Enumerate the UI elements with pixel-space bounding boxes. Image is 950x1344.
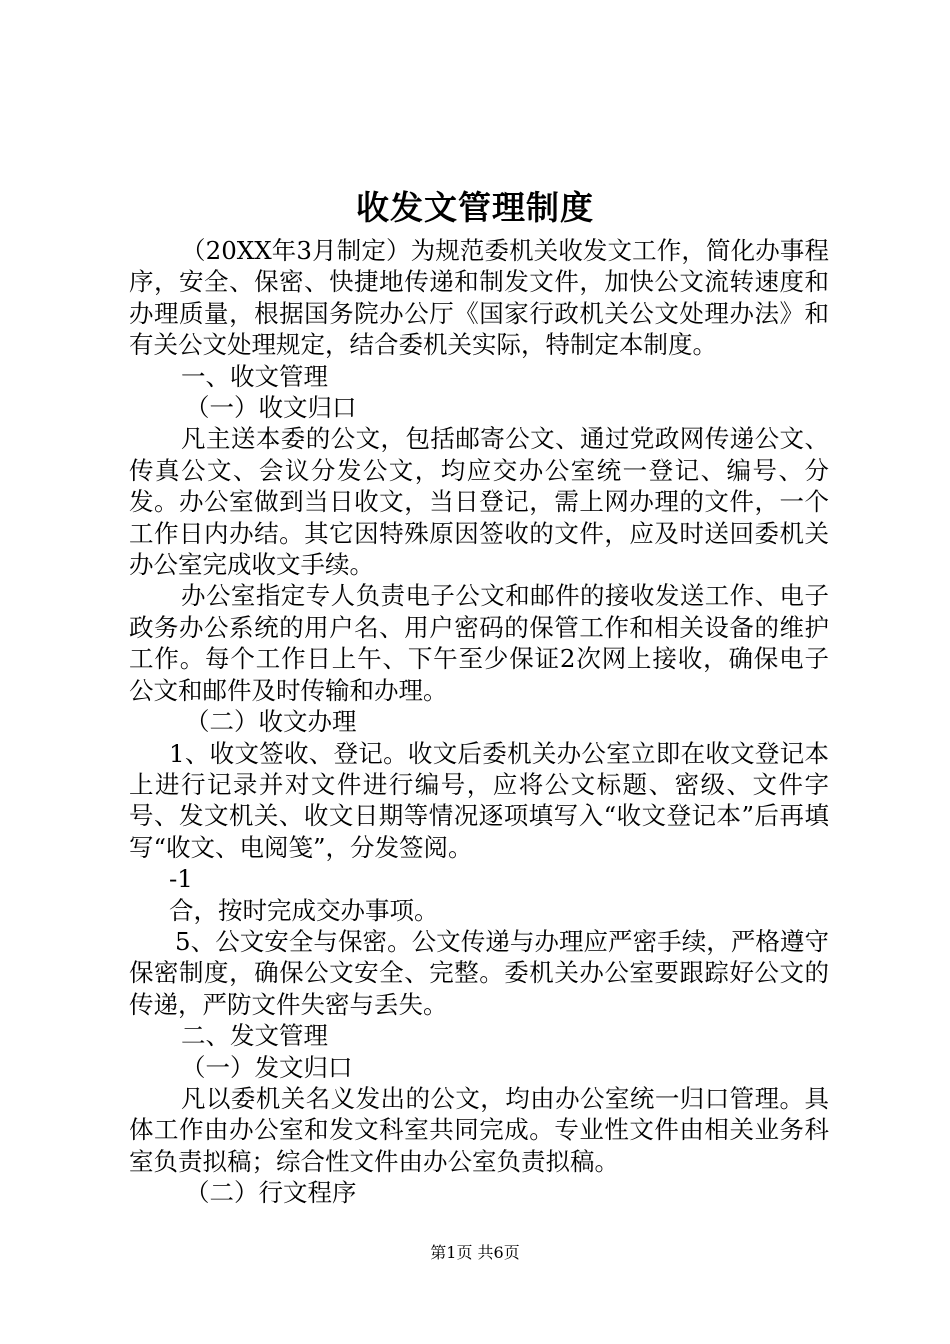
paragraph-receiving-intake: 凡主送本委的公文，包括邮寄公文、通过党政网传递公文、传真公文、会议分发公文，均应交办公室统一登记、编号、分发。办公室做到当日收文，当日登记，需上网办理的文件，一个工作日内办结。其它因特殊原因签收的文件，应及时送回委机关办公室完成收文手续。	[129, 424, 829, 580]
page-footer: 第1页 共6页	[430, 1243, 520, 1262]
paragraph-electronic-documents: 办公室指定专人负责电子公文和邮件的接收发送工作、电子政务办公系统的用户名、用户密码的保管工作和相关设备的维护工作。每个工作日上午、下午至少保证2次网上接收，确保电子公文和邮件及时传输和办理。	[129, 581, 829, 705]
subsection-heading-procedure: （二）行文程序	[185, 1178, 357, 1208]
paragraph-security: 5、公文安全与保密。公文传递与办理应严密手续，严格遵守保密制度，确保公文安全、完整。委机关办公室要跟踪好公文的传递，严防文件失密与丢失。	[129, 926, 829, 1019]
document-title: 收发文管理制度	[356, 188, 594, 227]
document-body	[129, 235, 829, 1209]
section-heading-sending: 二、发文管理	[181, 1021, 328, 1051]
paragraph-fragment: 合，按时完成交办事项。	[169, 895, 439, 925]
page-marker: -1	[169, 864, 193, 894]
intro-paragraph: （20XX年3月制定）为规范委机关收发文工作，简化办事程序，安全、保密、快捷地传递和制发文件，加快公文流转速度和办理质量，根据国务院办公厅《国家行政机关公文处理办法》和有关公文处理规定，结合委机关实际，特制定本制度。	[129, 236, 829, 360]
subsection-heading-receiving-processing: （二）收文办理	[185, 707, 357, 737]
section-heading-receiving: 一、收文管理	[181, 361, 328, 391]
subsection-heading-receiving-intake: （一）收文归口	[185, 393, 357, 423]
paragraph-sending-intake: 凡以委机关名义发出的公文，均由办公室统一归口管理。具体工作由办公室和发文科室共同完成。专业性文件由相关业务科室负责拟稿；综合性文件由办公室负责拟稿。	[129, 1083, 829, 1176]
paragraph-sign-register: 1、收文签收、登记。收文后委机关办公室立即在收文登记本上进行记录并对文件进行编号，应将公文标题、密级、文件字号、发文机关、收文日期等情况逐项填写入“收文登记本”后再填写“收文、电阅笺”，分发签阅。	[129, 738, 829, 862]
subsection-heading-sending-intake: （一）发文归口	[181, 1052, 353, 1082]
